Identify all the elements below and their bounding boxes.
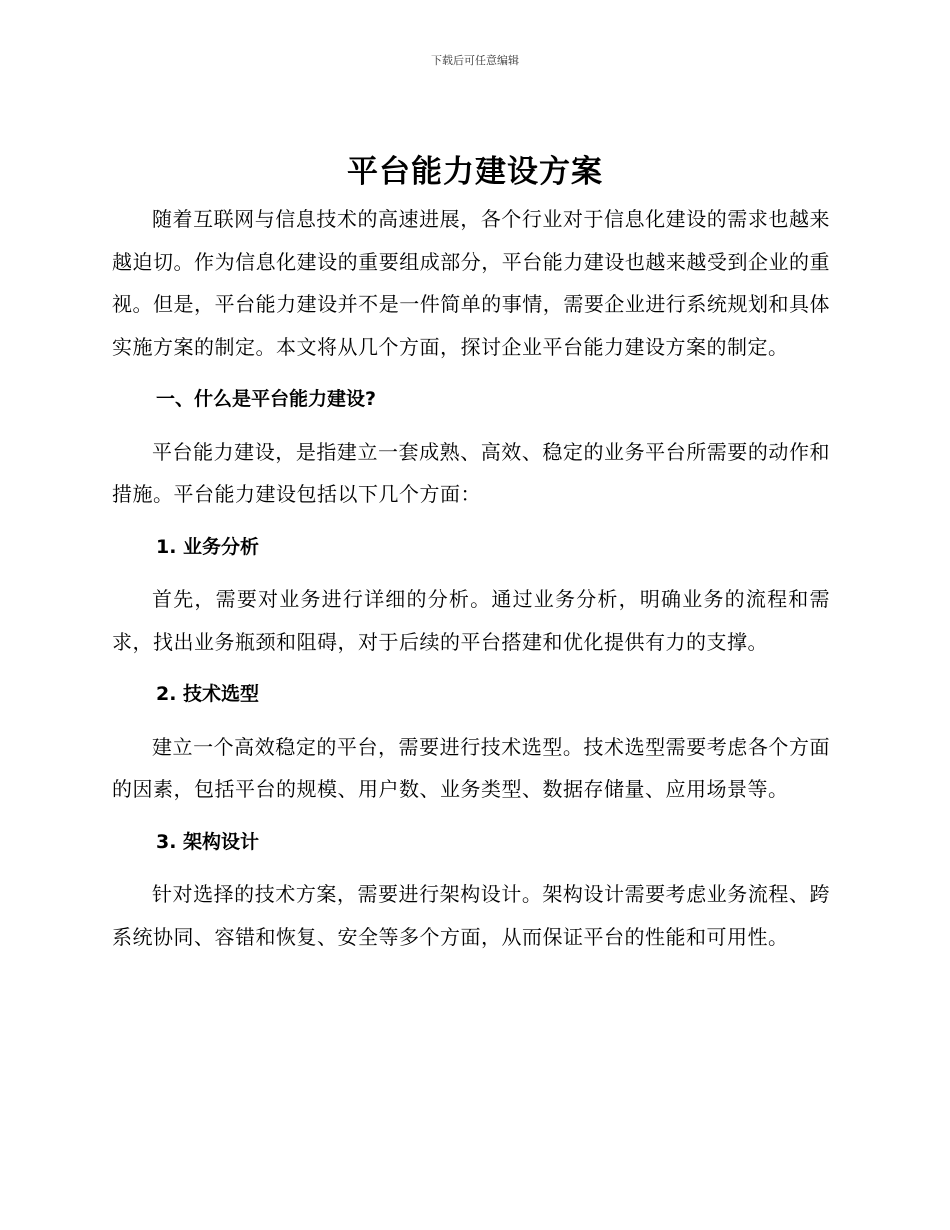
item-heading: 3. 架构设计 <box>156 830 260 853</box>
header-note: 下载后可任意编辑 <box>431 54 519 67</box>
intro-paragraph: 随着互联网与信息技术的高速进展，各个行业对于信息化建设的需求也越来越迫切。作为信息化建设的重要组成部分，平台能力建设也越来越受到企业的重视。但是，平台能力建设并不是一件简单的事情，需要企业进行系统规划和具体实施方案的制定。本文将从几个方面，探讨企业平台能力建设方案的制定。 <box>112 207 830 359</box>
page-title: 平台能力建设方案 <box>347 154 603 190</box>
item-paragraph: 建立一个高效稳定的平台，需要进行技术选型。技术选型需要考虑各个方面的因素，包括平台的规模、用户数、业务类型、数据存储量、应用场景等。 <box>112 734 830 801</box>
section-paragraph: 平台能力建设，是指建立一套成熟、高效、稳定的业务平台所需要的动作和措施。平台能力建设包括以下几个方面： <box>112 439 830 506</box>
document-body <box>112 198 830 958</box>
section-heading: 一、什么是平台能力建设? <box>156 388 377 410</box>
item-heading: 1. 业务分析 <box>156 535 260 558</box>
item-heading: 2. 技术选型 <box>156 683 260 705</box>
item-paragraph: 首先，需要对业务进行详细的分析。通过业务分析，明确业务的流程和需求，找出业务瓶颈和阻碍，对于后续的平台搭建和优化提供有力的支撑。 <box>112 587 830 654</box>
item-paragraph: 针对选择的技术方案，需要进行架构设计。架构设计需要考虑业务流程、跨系统协同、容错和恢复、安全等多个方面，从而保证平台的性能和可用性。 <box>112 882 830 949</box>
